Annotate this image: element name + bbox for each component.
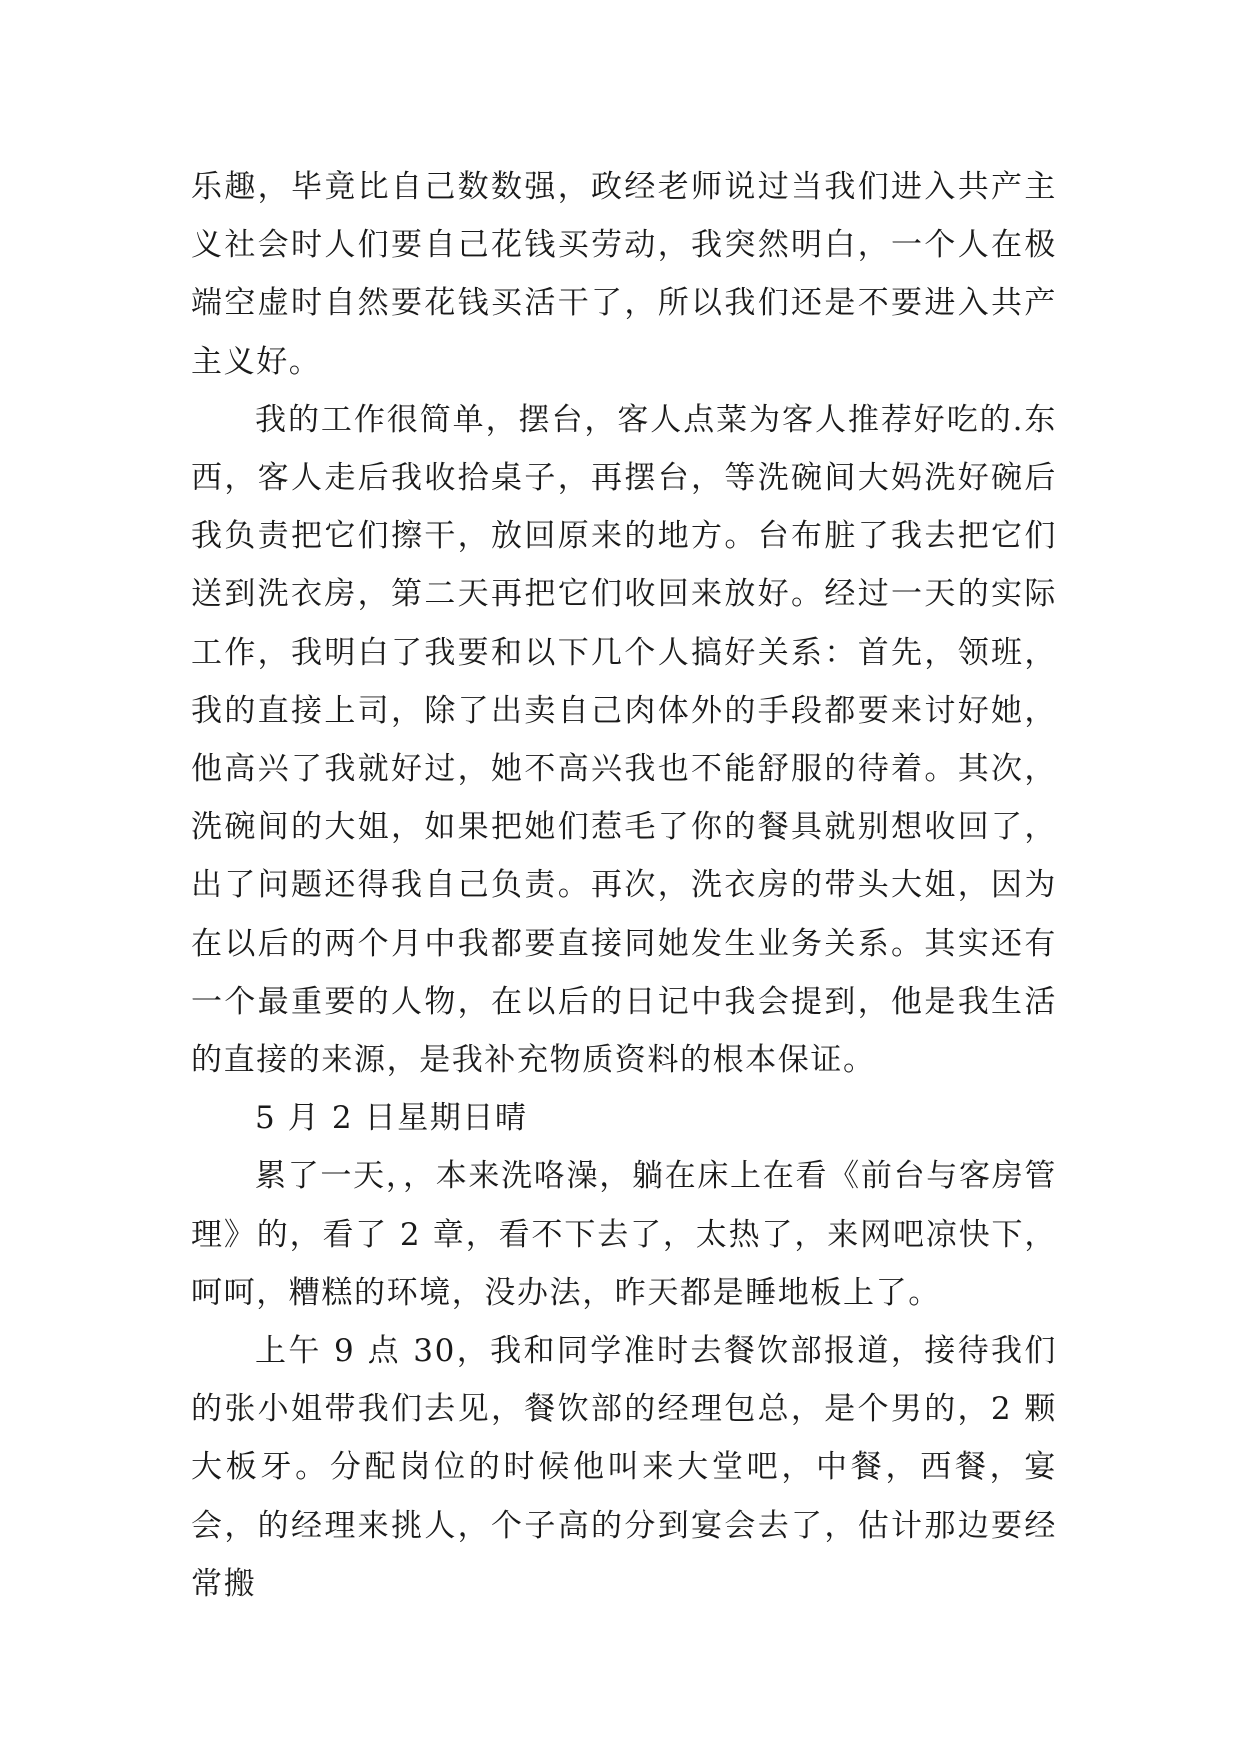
paragraph-2: 我的工作很简单，摆台，客人点菜为客人推荐好吃的.东西，客人走后我收拾桌子，再摆台，等洗碗间大妈洗好碗后我负责把它们擦干，放回原来的地方。台布脏了我去把它们送到洗衣房，第二天再把它们收回来放好。经过一天的实际工作，我明白了我要和以下几个人搞好关系：首先，领班，我的直接上司，除了出卖自己肉体外的手段都要来讨好她，他高兴了我就好过，她不高兴我也不能舒服的待着。其次，洗碗间的大姐，如果把她们惹毛了你的餐具就别想收回了，出了问题还得我自己负责。再次，洗衣房的带头大姐，因为在以后的两个月中我都要直接同她发生业务关系。其实还有一个最重要的人物，在以后的日记中我会提到，他是我生活的直接的来源，是我补充物质资料的根本保证。 xyxy=(191,401,1057,1079)
diary-date-heading: 5 月 2 日星期日晴 xyxy=(255,1100,528,1137)
paragraph-1: 乐趣，毕竟比自己数数强，政经老师说过当我们进入共产主义社会时人们要自己花钱买劳动，我突然明白，一个人在极端空虚时自然要花钱买活干了，所以我们还是不要进入共产主义好。 xyxy=(191,169,1057,380)
paragraph-3: 累了一天，，本来洗咯澡，躺在床上在看《前台与客房管理》的，看了 2 章，看不下去了，太热了，来网吧凉快下，呵呵，糟糕的环境，没办法，昨天都是睡地板上了。 xyxy=(191,1158,1057,1311)
document-body xyxy=(191,158,1057,1613)
paragraph-4: 上午 9 点 30，我和同学准时去餐饮部报道，接待我们的张小姐带我们去见，餐饮部的经理包总，是个男的，2 颗大板牙。分配岗位的时候他叫来大堂吧，中餐，西餐，宴会，的经理来挑人，个子高的分到宴会去了，估计那边要经常搬 xyxy=(191,1333,1057,1602)
